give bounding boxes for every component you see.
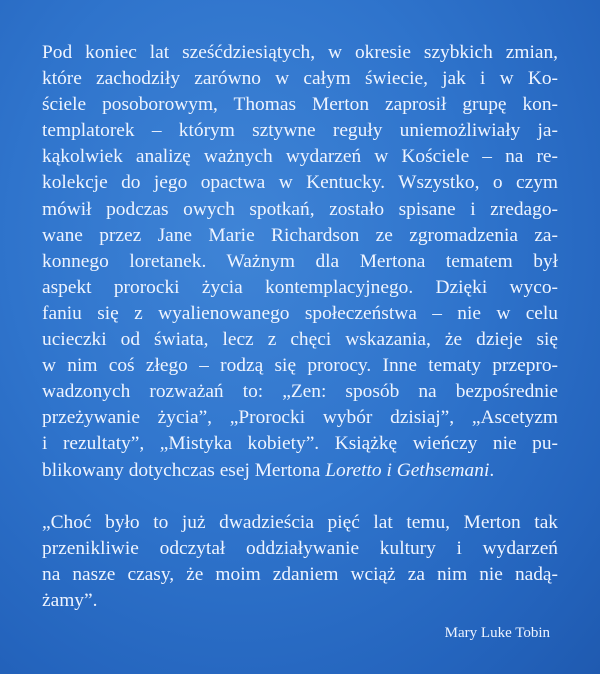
- text-line: ucieczki od świata, lecz z chęci wskazania, że dzieje się: [42, 329, 558, 351]
- description-paragraph: [42, 40, 558, 484]
- text-line: kąkolwiek analizę ważnych wydarzeń w Kościele – na re-: [42, 146, 558, 168]
- text-line: aspekt prorocki życia kontemplacyjnego. Dzięki wyco-: [42, 276, 558, 298]
- quote-line: na nasze czasy, że moim zdaniem wciąż za nim nie nadą-: [42, 563, 558, 585]
- text-line: Pod koniec lat sześćdziesiątych, w okresie szybkich zmian,: [42, 42, 558, 63]
- text-line: wane przez Jane Marie Richardson ze zgromadzenia za-: [42, 224, 558, 246]
- quote-line: przenikliwie odczytał oddziaływanie kultury i wydarzeń: [42, 537, 558, 559]
- text-line: ściele posoborowym, Thomas Merton zaprosił grupę kon-: [42, 94, 558, 116]
- quote-author: Mary Luke Tobin: [444, 625, 550, 641]
- last-line-suffix: .: [489, 459, 495, 481]
- text-line: przeżywanie życia”, „Prorocki wybór dzisiaj”, „Ascetyzm: [42, 407, 558, 429]
- last-line-prefix: blikowany dotychczas esej Mertona: [42, 459, 326, 481]
- text-line: kolekcje do jego opactwa w Kentucky. Wszystko, o czym: [42, 172, 558, 194]
- text-line: w nim coś złego – rodzą się prorocy. Inne tematy przepro-: [42, 355, 558, 377]
- text-line: wadzonych rozważań to: „Zen: sposób na bezpośrednie: [42, 381, 558, 403]
- text-line: mówił podczas owych spotkań, zostało spisane i zredago-: [42, 198, 558, 220]
- text-line: które zachodziły zarówno w całym świecie, jak i w Ko-: [42, 68, 558, 90]
- essay-title: Loretto i Gethsemani: [325, 459, 490, 481]
- quote-line: żamy”.: [42, 589, 98, 611]
- text-line: konnego loretanek. Ważnym dla Mertona tematem był: [42, 250, 558, 272]
- text-line: i rezultaty”, „Mistyka kobiety”. Książkę wieńczy nie pu-: [42, 433, 558, 455]
- text-line: templatorek – którym sztywne reguły uniemożliwiały ja-: [42, 120, 558, 142]
- back-cover-text: [42, 40, 558, 614]
- quote-line: „Choć było to już dwadzieścia pięć lat temu, Merton tak: [42, 511, 558, 533]
- quote-paragraph: [42, 510, 558, 614]
- text-line: faniu się z wyalienowanego społeczeństwa – nie w celu: [42, 302, 558, 324]
- text-line-final: [42, 458, 558, 484]
